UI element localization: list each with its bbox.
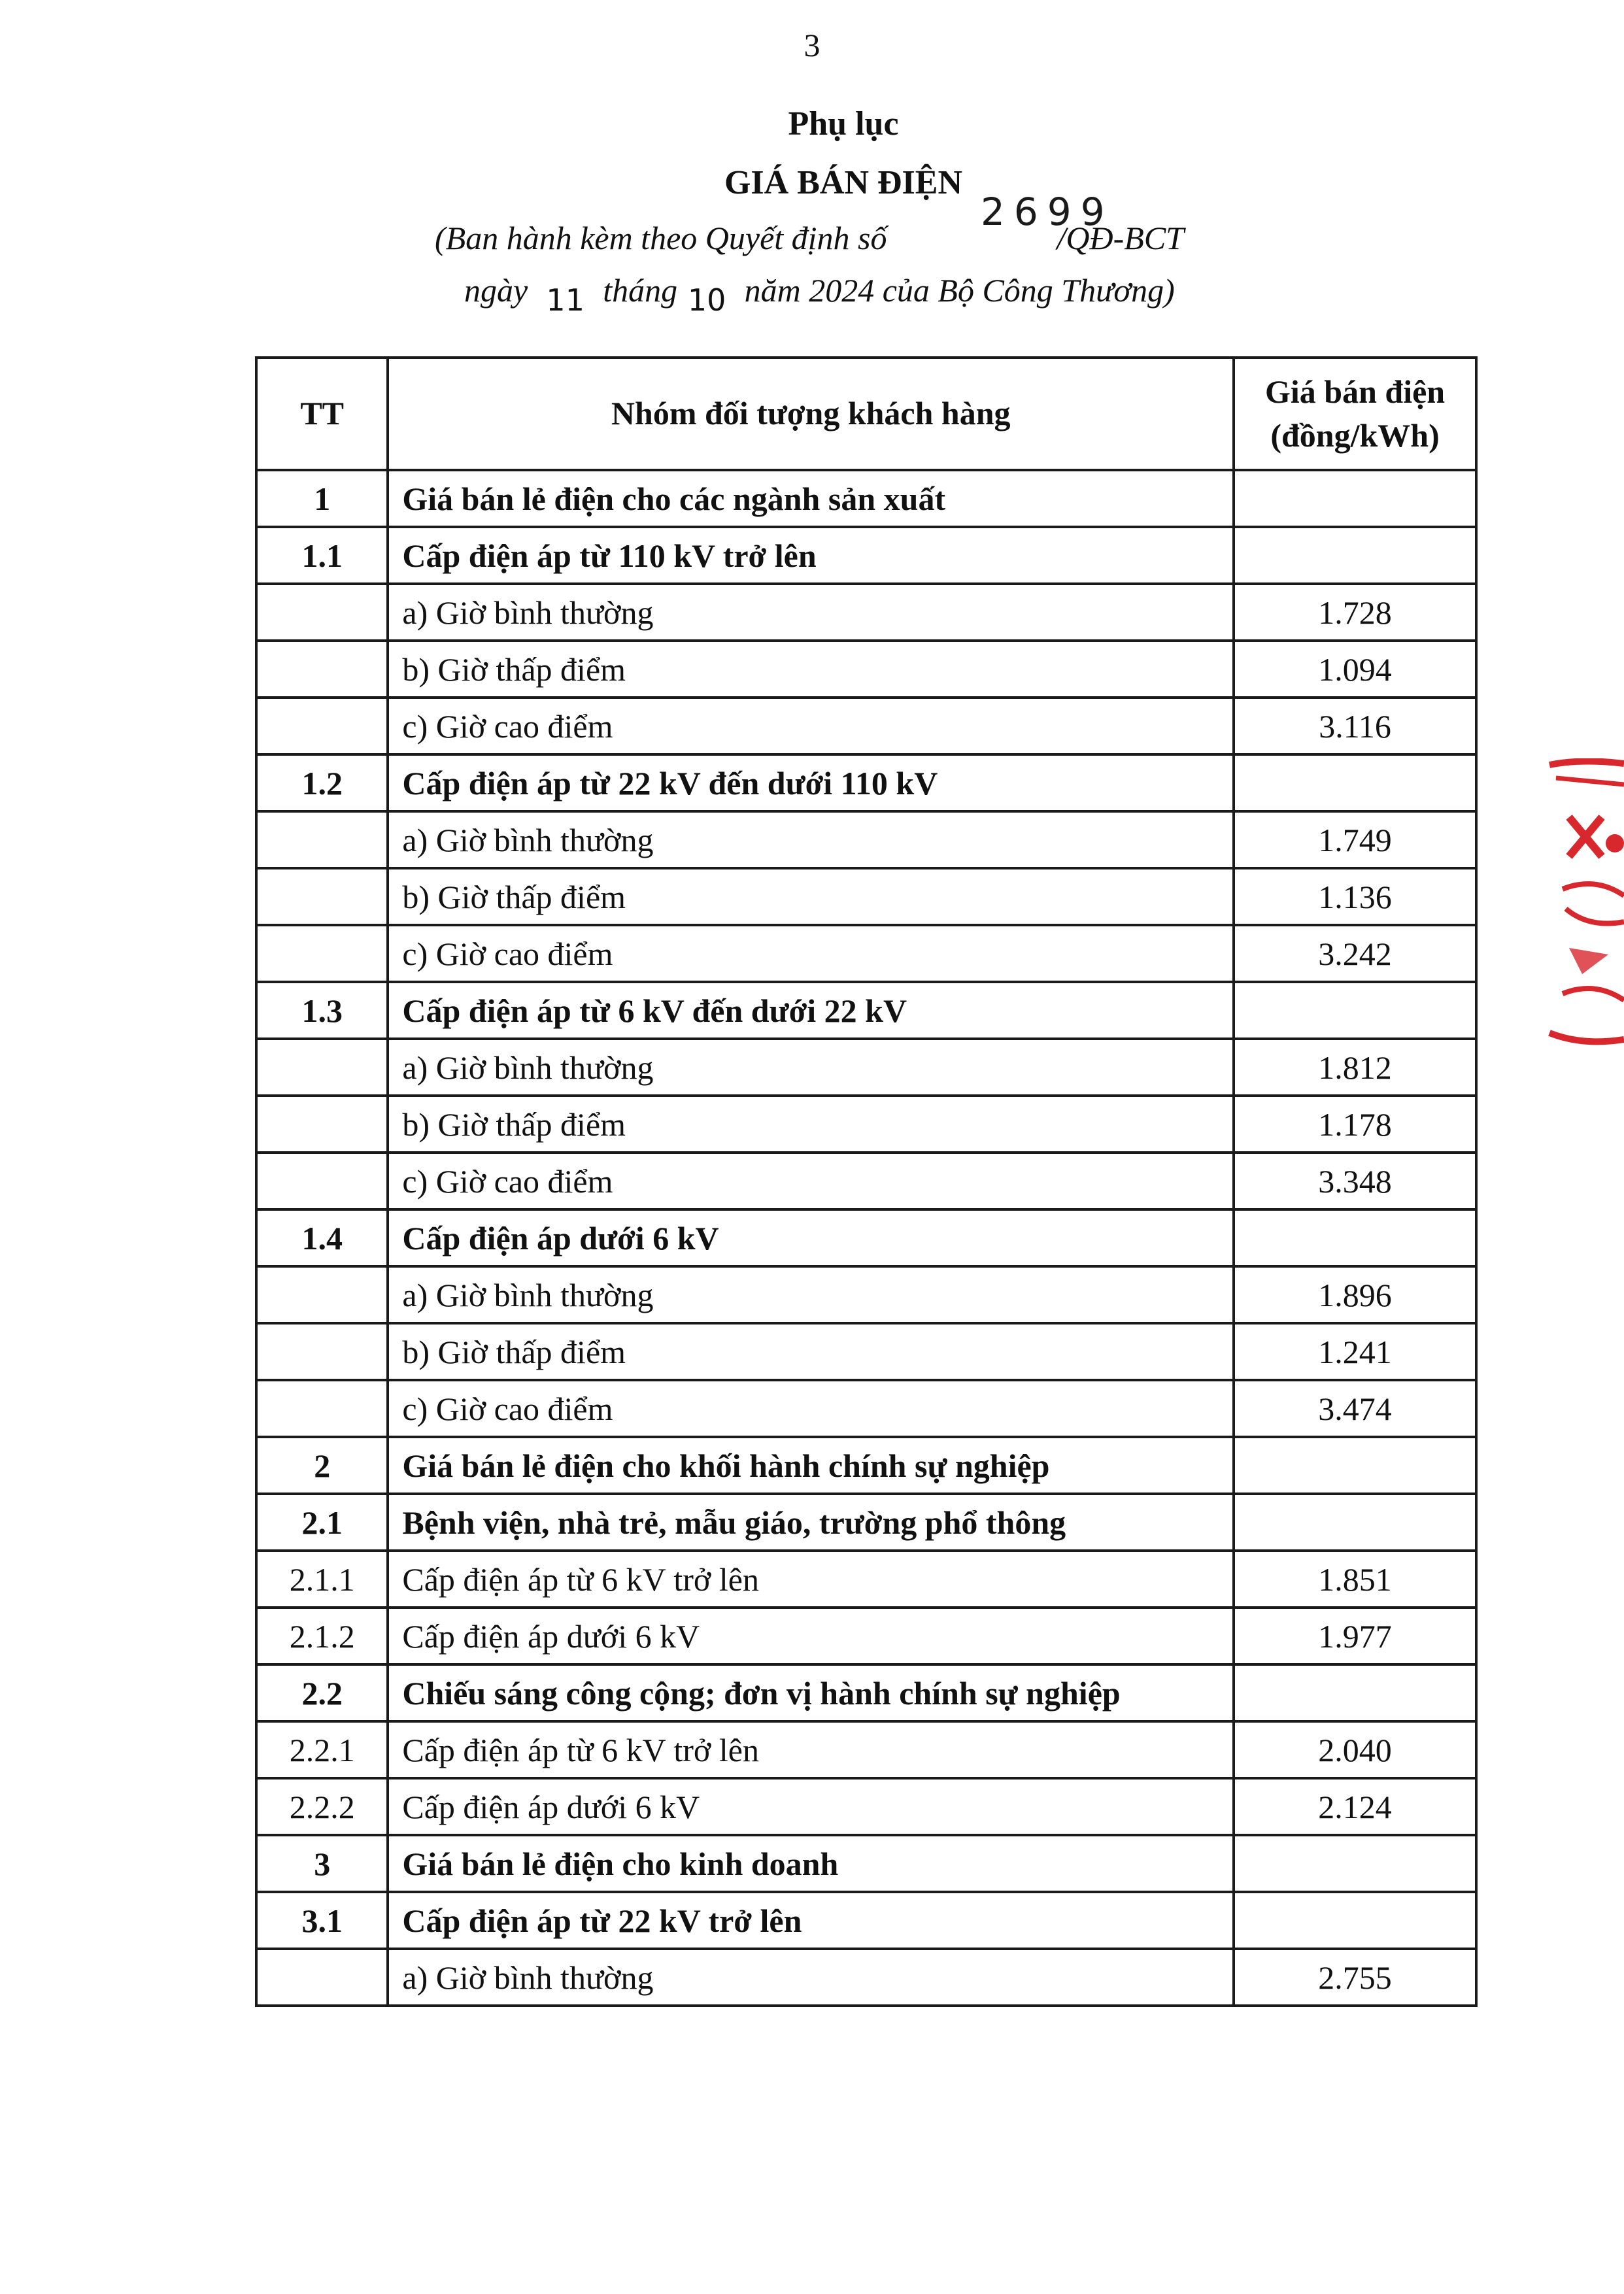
row-price <box>1234 1892 1476 1949</box>
table-row <box>256 1323 1476 1380</box>
table-row <box>256 1380 1476 1437</box>
row-customer-group: Chiếu sáng công cộng; đơn vị hành chính sự nghiệp <box>388 1664 1234 1721</box>
row-tt: 2.1 <box>256 1494 388 1551</box>
row-price: 2.755 <box>1234 1949 1476 2006</box>
page-number: 3 <box>804 27 820 63</box>
table-header-row <box>256 358 1476 470</box>
row-customer-group: c) Giờ cao điểm <box>388 925 1234 982</box>
red-seal-stamp <box>1543 758 1624 1059</box>
table-row <box>256 1835 1476 1892</box>
row-price: 1.094 <box>1234 641 1476 698</box>
row-price: 1.178 <box>1234 1096 1476 1153</box>
row-price <box>1234 982 1476 1039</box>
table-row <box>256 1664 1476 1721</box>
header-customer-group: Nhóm đối tượng khách hàng <box>388 358 1234 470</box>
table-row <box>256 470 1476 527</box>
row-tt: 1.3 <box>256 982 388 1039</box>
row-tt: 3.1 <box>256 1892 388 1949</box>
table-row <box>256 1892 1476 1949</box>
row-customer-group: Cấp điện áp từ 110 kV trở lên <box>388 527 1234 584</box>
row-tt: 1 <box>256 470 388 527</box>
date-prefix: ngày <box>464 272 528 309</box>
row-customer-group: c) Giờ cao điểm <box>388 1380 1234 1437</box>
row-customer-group: Bệnh viện, nhà trẻ, mẫu giáo, trường phổ thông <box>388 1494 1234 1551</box>
row-customer-group: a) Giờ bình thường <box>388 1949 1234 2006</box>
row-price <box>1234 1835 1476 1892</box>
row-price: 2.040 <box>1234 1721 1476 1778</box>
row-tt: 1.1 <box>256 527 388 584</box>
row-customer-group: a) Giờ bình thường <box>388 811 1234 868</box>
row-customer-group: Cấp điện áp dưới 6 kV <box>388 1608 1234 1664</box>
table-row <box>256 1266 1476 1323</box>
row-price: 2.124 <box>1234 1778 1476 1835</box>
row-customer-group: Cấp điện áp dưới 6 kV <box>388 1209 1234 1266</box>
row-price: 1.749 <box>1234 811 1476 868</box>
table-row <box>256 1039 1476 1096</box>
row-tt: 1.4 <box>256 1209 388 1266</box>
table-row <box>256 1153 1476 1209</box>
row-customer-group: Giá bán lẻ điện cho kinh doanh <box>388 1835 1234 1892</box>
row-customer-group: c) Giờ cao điểm <box>388 1153 1234 1209</box>
row-customer-group: a) Giờ bình thường <box>388 584 1234 641</box>
header-price <box>1234 358 1476 470</box>
table-row <box>256 1608 1476 1664</box>
row-tt: 1.2 <box>256 754 388 811</box>
row-tt: 2.1.2 <box>256 1608 388 1664</box>
month-prefix: tháng <box>603 272 678 309</box>
table-row <box>256 811 1476 868</box>
row-price: 3.116 <box>1234 698 1476 754</box>
row-tt: 2.1.1 <box>256 1551 388 1608</box>
table-row <box>256 584 1476 641</box>
issued-date-line <box>464 271 1175 318</box>
row-price: 3.348 <box>1234 1153 1476 1209</box>
row-customer-group: Cấp điện áp từ 6 kV trở lên <box>388 1721 1234 1778</box>
row-price <box>1234 754 1476 811</box>
row-customer-group: Giá bán lẻ điện cho các ngành sản xuất <box>388 470 1234 527</box>
table-row <box>256 641 1476 698</box>
row-tt <box>256 641 388 698</box>
row-price <box>1234 1437 1476 1494</box>
table-row <box>256 1437 1476 1494</box>
header-price-line1: Giá bán điện <box>1265 373 1446 410</box>
row-tt <box>256 1266 388 1323</box>
row-price: 1.812 <box>1234 1039 1476 1096</box>
row-customer-group: b) Giờ thấp điểm <box>388 868 1234 925</box>
row-price: 1.896 <box>1234 1266 1476 1323</box>
row-customer-group: Cấp điện áp từ 22 kV trở lên <box>388 1892 1234 1949</box>
row-tt <box>256 811 388 868</box>
table-row <box>256 1721 1476 1778</box>
row-price: 1.851 <box>1234 1551 1476 1608</box>
row-customer-group: Cấp điện áp từ 22 kV đến dưới 110 kV <box>388 754 1234 811</box>
table-row <box>256 1209 1476 1266</box>
row-tt <box>256 1153 388 1209</box>
table-row <box>256 982 1476 1039</box>
table-row <box>256 527 1476 584</box>
row-tt <box>256 1096 388 1153</box>
row-customer-group: Cấp điện áp dưới 6 kV <box>388 1778 1234 1835</box>
row-tt <box>256 698 388 754</box>
row-tt: 2 <box>256 1437 388 1494</box>
row-tt: 2.2.1 <box>256 1721 388 1778</box>
table-row <box>256 925 1476 982</box>
table-row <box>256 1096 1476 1153</box>
row-customer-group: a) Giờ bình thường <box>388 1039 1234 1096</box>
row-price <box>1234 527 1476 584</box>
row-price <box>1234 1664 1476 1721</box>
row-price: 3.474 <box>1234 1380 1476 1437</box>
row-price <box>1234 1494 1476 1551</box>
row-customer-group: b) Giờ thấp điểm <box>388 1323 1234 1380</box>
issued-by-line <box>435 219 1184 257</box>
header-tt: TT <box>256 358 388 470</box>
row-tt <box>256 1380 388 1437</box>
table-row <box>256 754 1476 811</box>
row-customer-group: Giá bán lẻ điện cho khối hành chính sự nghiệp <box>388 1437 1234 1494</box>
issued-text-part1: (Ban hành kèm theo Quyết định số <box>435 220 887 256</box>
row-price: 1.728 <box>1234 584 1476 641</box>
row-customer-group: a) Giờ bình thường <box>388 1266 1234 1323</box>
date-suffix: năm 2024 của Bộ Công Thương) <box>744 272 1175 309</box>
row-price: 1.977 <box>1234 1608 1476 1664</box>
table-row <box>256 1778 1476 1835</box>
appendix-label: Phụ lục <box>788 105 899 143</box>
issued-text-part2: /QĐ-BCT <box>1057 220 1184 256</box>
row-price <box>1234 470 1476 527</box>
decision-number: 2699 <box>981 190 1114 234</box>
table-row <box>256 868 1476 925</box>
row-customer-group: b) Giờ thấp điểm <box>388 641 1234 698</box>
row-tt <box>256 1039 388 1096</box>
row-price: 1.241 <box>1234 1323 1476 1380</box>
table-body <box>256 470 1476 2006</box>
header-price-line2: (đồng/kWh) <box>1270 417 1440 454</box>
row-tt <box>256 1323 388 1380</box>
row-tt <box>256 925 388 982</box>
row-customer-group: Cấp điện áp từ 6 kV đến dưới 22 kV <box>388 982 1234 1039</box>
row-tt: 2.2.2 <box>256 1778 388 1835</box>
row-tt <box>256 868 388 925</box>
table-row <box>256 1494 1476 1551</box>
row-price <box>1234 1209 1476 1266</box>
row-tt: 3 <box>256 1835 388 1892</box>
row-tt <box>256 1949 388 2006</box>
row-customer-group: Cấp điện áp từ 6 kV trở lên <box>388 1551 1234 1608</box>
row-price: 1.136 <box>1234 868 1476 925</box>
table-row <box>256 1551 1476 1608</box>
row-customer-group: c) Giờ cao điểm <box>388 698 1234 754</box>
row-price: 3.242 <box>1234 925 1476 982</box>
table-row <box>256 698 1476 754</box>
table-row <box>256 1949 1476 2006</box>
row-tt: 2.2 <box>256 1664 388 1721</box>
electricity-price-table <box>255 356 1478 2007</box>
handwritten-day: 11 <box>546 282 584 318</box>
handwritten-month: 10 <box>687 282 726 318</box>
row-customer-group: b) Giờ thấp điểm <box>388 1096 1234 1153</box>
row-tt <box>256 584 388 641</box>
document-title: GIÁ BÁN ĐIỆN <box>724 164 963 201</box>
